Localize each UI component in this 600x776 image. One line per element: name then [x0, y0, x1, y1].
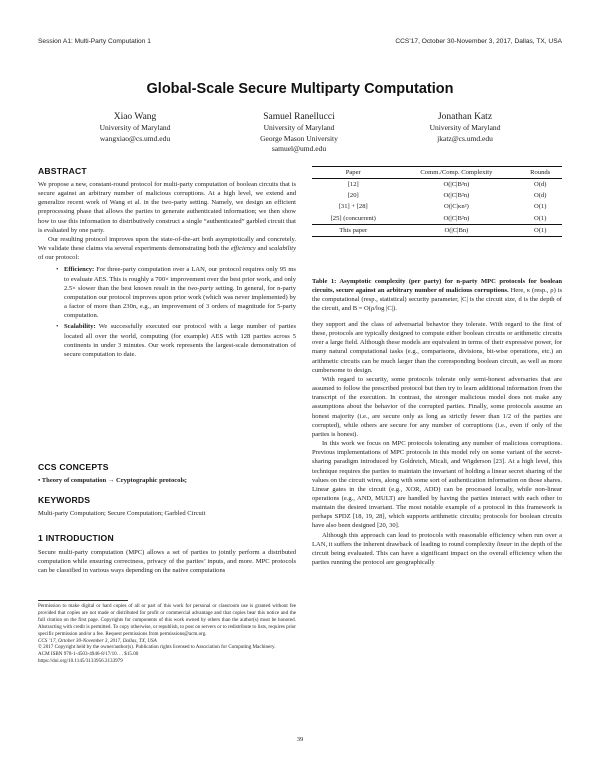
abstract-body [38, 180, 296, 361]
permission-text: Permission to make digital or hard copies of all or part of this work for personal or classroom use is granted without fee provided that copies are not made or distributed for profit or commercial advantage and that copies bear this notice and the full citation on the first page. Copyrights for components of this work owned by others than the author(s) must be honored. Abstracting with credit is permitted. To copy otherwise, or republish, to post on servers or to redistribute to lists, requires prior specific permission and/or a fee. Request permissions from permissions@acm.org. [38, 603, 296, 637]
right-column-body [312, 320, 562, 567]
permission-footnote [38, 603, 296, 665]
introduction-paragraph: Secure multi-party computation (MPC) allows a set of parties to jointly perform a distributed computation while ensuring correctness, privacy of the parties’ inputs, and more. MPC protocols can be classified in various ways depending on the native computations [38, 549, 296, 575]
author-affiliation-2: George Mason University [260, 133, 338, 143]
isbn-line: ACM ISBN 978-1-4503-4946-8/17/10. . . $15.00 [38, 651, 139, 658]
body-paragraph: Although this approach can lead to protocols with reasonable efficiency when run over a LAN, it suffers the inherent drawback of leading to round complexity linear in the depth of the circuit being evaluated. This can have a significant impact on the overall efficiency when the parties running the protocol are geographically [312, 531, 562, 567]
table-cell: O(|C|Bn) [394, 225, 518, 237]
table-header-cell: Rounds [518, 167, 562, 179]
page-number: 39 [296, 736, 304, 743]
table-cell: O(1) [533, 214, 547, 222]
author-affiliation: University of Maryland [99, 123, 171, 132]
body-paragraph: With regard to security, some protocols tolerate only semi-honest adversaries that are assumed to follow the prescribed protocol but then try to learn additional information from the transcript of the execution. In contrast, the stronger malicious model does not make any assumptions about the behavior of the corrupted parties. Finally, some protocols assume an honest majority (i.e., are secure only as long as strictly fewer than 1/2 of the parties are corrupted), while others are secure for any number of corruptions (i.e., even if only of the parties is honest). [312, 375, 562, 438]
table-cell: O(|C|B³n) [443, 180, 470, 188]
table-header-row [312, 167, 562, 179]
table-cell: O(|C|B²n) [443, 214, 470, 222]
running-header-left: Session A1: Multi-Party Computation 1 [38, 38, 151, 45]
abstract-paragraph-1: We propose a new, constant-round protocol for multi-party computation of boolean circuits that is secure against an arbitrary number of malicious corruptions. At a high level, we extend and generalize recent work of Wang et al. in the two-party setting. Namely, we design an efficient preprocessing phase that allows the parties to generate authenticated information; we then show how to use this information to distributively construct a single “authenticated” garbled circuit that is evaluated by one party. [38, 181, 296, 234]
author-2 [214, 111, 384, 155]
keywords-heading: KEYWORDS [38, 495, 91, 505]
author-3 [380, 111, 550, 144]
table-cell: [12] [347, 180, 359, 188]
abstract-heading: ABSTRACT [38, 166, 87, 176]
table-cell: [31] + [28] [338, 203, 368, 211]
paper-title: Global-Scale Secure Multiparty Computation [146, 81, 454, 97]
table-cell: This paper [312, 225, 394, 237]
table-cell: O(d) [533, 192, 547, 200]
list-item-scalability: • Scalability: We successfully executed our protocol with a large number of parties located all over the world, computing (for example) AES with 128 parties across 5 continents in under 3 minutes. Our work represents the largest-scale demonstration of secure computation to date. [60, 322, 296, 359]
introduction-heading: 1 INTRODUCTION [38, 533, 114, 543]
table-row [312, 213, 562, 225]
table-cell: O(1) [533, 203, 547, 211]
author-affiliation: University of Maryland [263, 123, 335, 132]
keywords-text: Multi-party Computation; Secure Computation; Garbled Circuit [38, 510, 206, 517]
author-name: Samuel Ranellucci [263, 112, 335, 122]
table-row [312, 190, 562, 201]
table-cell: O(d) [533, 180, 547, 188]
table-cell: [20] [347, 192, 359, 200]
table-header-cell: Paper [312, 167, 394, 179]
table-row-this-paper [312, 225, 562, 237]
table-row [312, 178, 562, 190]
copyright-line: © 2017 Copyright held by the owner/author(s). Publication rights licensed to Association for Computing Machinery. [38, 644, 276, 651]
table-cell: O(1) [518, 225, 562, 237]
ccs-concepts-item: • Theory of computation → Cryptographic protocols; [38, 477, 187, 484]
author-email: wangxiao@cs.umd.edu [99, 133, 171, 143]
author-email: samuel@umd.edu [271, 144, 327, 153]
author-name: Jonathan Katz [437, 112, 493, 122]
author-affiliation: University of Maryland [429, 123, 501, 132]
footnote-rule [38, 600, 128, 601]
running-header-right: CCS’17, October 30-November 3, 2017, Dallas, TX, USA [395, 38, 562, 45]
table-cell: O(|C|B²n) [443, 192, 470, 200]
list-item-efficiency: • Efficiency: For three-party computation over a LAN, our protocol requires only 95 ms to evaluate AES. This is roughly a 700× improvement over the best prior work, and only 2.5× slower than the best known result in the two-party setting. In general, for n-party computation our protocol improves upon prior work (which was never implemented) by a factor of more than 230n, e.g., an improvement of 3 orders of magnitude for 5-party computation. [60, 265, 296, 320]
complexity-table [312, 166, 562, 237]
ccs-concepts-heading: CCS CONCEPTS [38, 462, 109, 472]
conference-line: CCS ’17, October 30-November 3, 2017, Dallas, TX, USA [38, 637, 157, 644]
author-name: Xiao Wang [113, 112, 157, 122]
author-email: jkatz@cs.umd.edu [437, 133, 493, 143]
table-cell: O(|C|κn²) [444, 203, 469, 211]
body-paragraph: In this work we focus on MPC protocols tolerating any number of malicious corruptions. Previous implementations of MPC protocols in this model rely on some variant of the secret-sharing paradigm introduced by Goldreich, Micali, and Wigderson [23]. At a high level, this technique requires the parties to maintain the invariant of holding a linear secret sharing of the values on the circuit wires, along with some sort of authentication information on those shares. Linear gates in the circuit (e.g., XOR, ADD) can be processed locally, while non-linear operations (e.g., AND, MULT) are handled by having the parties interact with each other to maintain the desired invariant. The most notable example of a protocol in this framework is perhaps SPDZ [18, 19, 28], which supports arithmetic circuits; protocols for boolean circuits have also been designed [20, 30]. [312, 440, 562, 530]
results-list [38, 265, 296, 359]
doi-link[interactable]: https://doi.org/10.1145/3133956.3133979 [38, 658, 123, 665]
body-paragraph: they support and the class of adversarial behavior they tolerate. With regard to the first of these, protocols are typically designed to compute either boolean circuits or arithmetic circuits over a large field. Although these models are equivalent in terms of their expressive power, for many natural computational tasks (e.g., comparisons, divisions, bit-wise operations, etc.) an arithmetic circuits can be much larger than the corresponding boolean circuit, as well as more cumbersome to design. [312, 321, 562, 374]
table-row [312, 201, 562, 212]
table-header-cell: Comm./Comp. Complexity [394, 167, 518, 179]
abstract-paragraph-2: Our resulting protocol improves upon the state-of-the-art both asymptotically and concretely. We validate these claims via several experiments demonstrating both the efficiency and scalability of our protocol: [38, 235, 296, 262]
table-cell: [25] (concurrent) [330, 214, 376, 222]
table-caption: Table 1: Asymptotic complexity (per party) for n-party MPC protocols for boolean circuits, secure against an arbitrary number of malicious corruptions. Here, κ (resp., ρ) is the computational (resp., statistical) security parameter, |C| is the circuit size, d is the depth of the circuit, and B = O(ρ/log |C|). [312, 278, 563, 313]
author-1 [50, 111, 220, 144]
